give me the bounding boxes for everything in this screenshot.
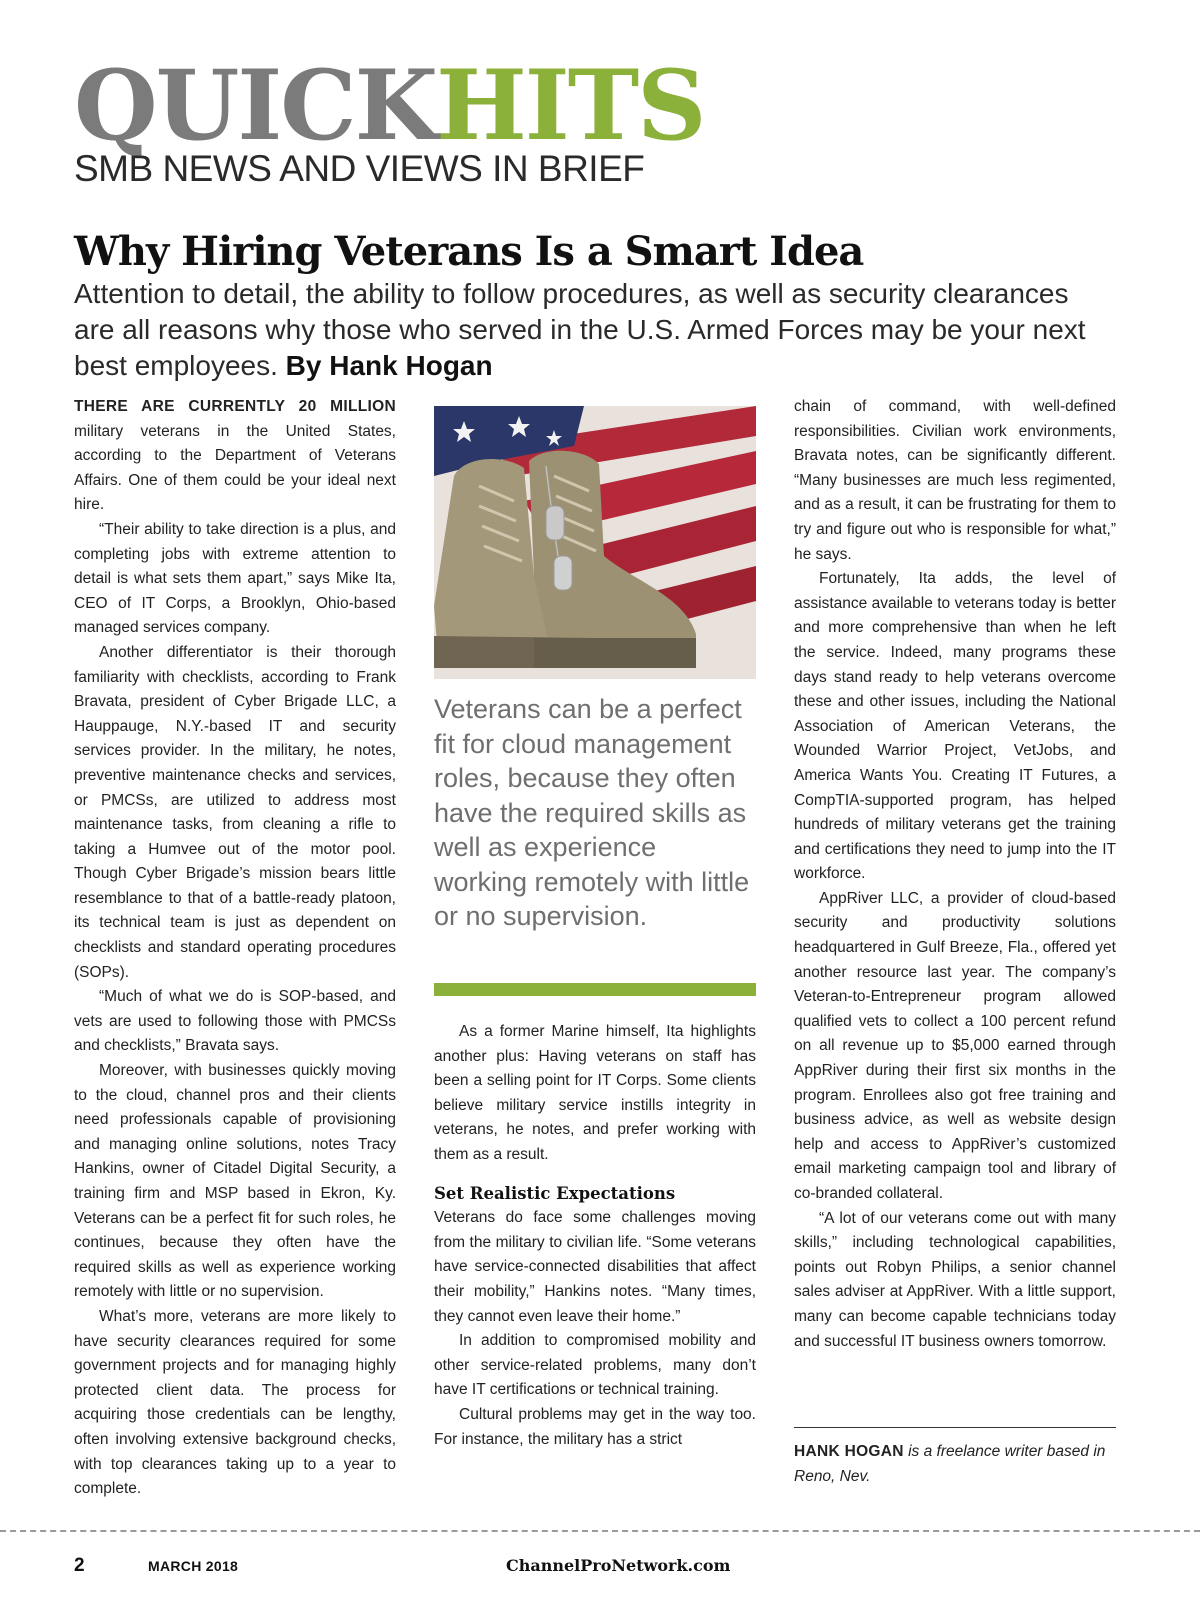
page-number: 2 [74,1555,85,1576]
paragraph: “Much of what we do is SOP-based, and vets are used to following those with PMCSs and checklists,” Bravata says. [74,988,396,1055]
author-name: HANK HOGAN [794,1443,904,1460]
section-heading: Set Realistic Expectations [434,1183,676,1203]
article-column-3 [794,395,1116,1354]
paragraph: In addition to compromised mobility and other service-related problems, many don’t have IT certifications or technical training. [434,1332,756,1399]
paragraph: What’s more, veterans are more likely to have security clearances required for some government projects and for managing highly protected client data. The process for acquiring those credentials can be lengthy, often involving extensive background checks, with top clearances taking up to a year to complete. [74,1307,396,1498]
masthead-logo [74,49,705,162]
section-subtitle: SMB NEWS AND VIEWS IN BRIEF [74,148,645,189]
paragraph: chain of command, with well-defined responsibilities. Civilian work environments, Bravata notes, can be significantly different. “Many businesses are much less regimented, and as a result, it can be frustrating for them to try and figure out who is responsible for what,” he says. [794,398,1116,563]
paragraph: “A lot of our veterans come out with many skills,” including technological capabilities, points out Robyn Philips, a senior channel sales adviser at AppRiver. With a little support, many can become capable technicians today and successful IT business owners tomorrow. [794,1209,1116,1350]
paragraph: Moreover, with businesses quickly moving to the cloud, channel pros and their clients need professionals capable of provisioning and managing online solutions, notes Tracy Hankins, owner of Citadel Digital Security, a training firm and MSP based in Ekron, Ky. Veterans can be a perfect fit for such roles, he continues, because they often have the required skills as well as experience working remotely with little or no supervision. [74,1062,396,1301]
article-headline: Why Hiring Veterans Is a Smart Idea [74,228,864,275]
pull-quote: Veterans can be a perfect fit for cloud management roles, because they often have the required skills as well as experience working remotely with little or no supervision. [434,694,750,931]
paragraph: AppRiver LLC, a provider of cloud-based security and productivity solutions headquartered in Gulf Breeze, Fla., offered yet another resource last year. The company’s Veteran-to-Entrepreneur program allowed qualified vets to collect a 100 percent refund on all revenue up to $5,000 earned through AppRiver during their first six months in the program. Enrollees also got free training and business advice, as well as website design help and access to AppRiver’s customized email marketing campaign tool and library of co-branded collateral. [794,889,1116,1202]
boots-flag-illustration [434,406,756,679]
article-column-2 [434,1020,756,1452]
paragraph: Veterans do face some challenges moving from the military to civilian life. “Some veterans have service-connected disabilities that affect their mobility,” Hankins notes. “Many times, they cannot even leave their home.” [434,1209,756,1325]
paragraph: Fortunately, Ita adds, the level of assistance available to veterans today is better and more comprehensive than when he left the service. Indeed, many programs these days stand ready to help veterans overcome these and other issues, including the National Association of American Veterans, the Wounded Warrior Project, VetJobs, and America Wants You. Creating IT Futures, a CompTIA-supported program, has helped hundreds of military veterans get the training and certifications they need to jump into the IT workforce. [794,570,1116,883]
masthead-quick: QUICK [74,49,437,162]
paragraph: Another differentiator is their thorough familiarity with checklists, according to Frank Bravata, president of Cyber Brigade LLC, a Hauppauge, N.Y.-based IT and security services provider. In the military, he notes, preventive maintenance checks and services, or PMCSs, are utilized to address most maintenance tasks, from cleaning a rifle to taking a Humvee out of the motor pool. Though Cyber Brigade’s mission bears little resemblance to that of a battle-ready platoon, its technical team is just as dependent on checklists and standard operating procedures (SOPs). [74,643,396,981]
issue-date: MARCH 2018 [148,1558,239,1574]
paragraph: “Their ability to take direction is a plus, and completing jobs with extreme attention to detail is what sets them apart,” says Mike Ita, CEO of IT Corps, a Brooklyn, Ohio-based managed services company. [74,520,396,637]
pull-quote-rule [434,983,756,996]
author-bio [794,1440,1116,1489]
website-url: ChannelProNetwork.com [506,1556,731,1575]
byline: By Hank Hogan [285,350,493,381]
paragraph-text: military veterans in the United States, according to the Department of Veterans Affairs. One of them could be your ideal next hire. [74,422,396,514]
lead-in: THERE ARE CURRENTLY 20 MILLION [74,398,396,415]
article-photo [434,406,756,679]
paragraph: As a former Marine himself, Ita highlights another plus: Having veterans on staff has been a selling point for IT Corps. Some clients believe military service instills integrity in veterans, he notes, and prefer working with them as a result. [434,1023,756,1163]
masthead-hits: HITS [436,49,705,162]
dek-text: Attention to detail, the ability to follow procedures, as well as security clearances are all reasons why those who served in the U.S. Armed Forces may be your next best employees. [74,278,1086,381]
author-bio-text: is a freelance writer based in Reno, Nev. [794,1443,1106,1485]
article-column-1 [74,395,396,1502]
bio-divider [794,1427,1116,1428]
paragraph: Cultural problems may get in the way too. For instance, the military has a strict [434,1405,756,1448]
paragraph [74,395,396,518]
article-dek [74,276,1104,384]
footer-divider [0,1530,1200,1532]
